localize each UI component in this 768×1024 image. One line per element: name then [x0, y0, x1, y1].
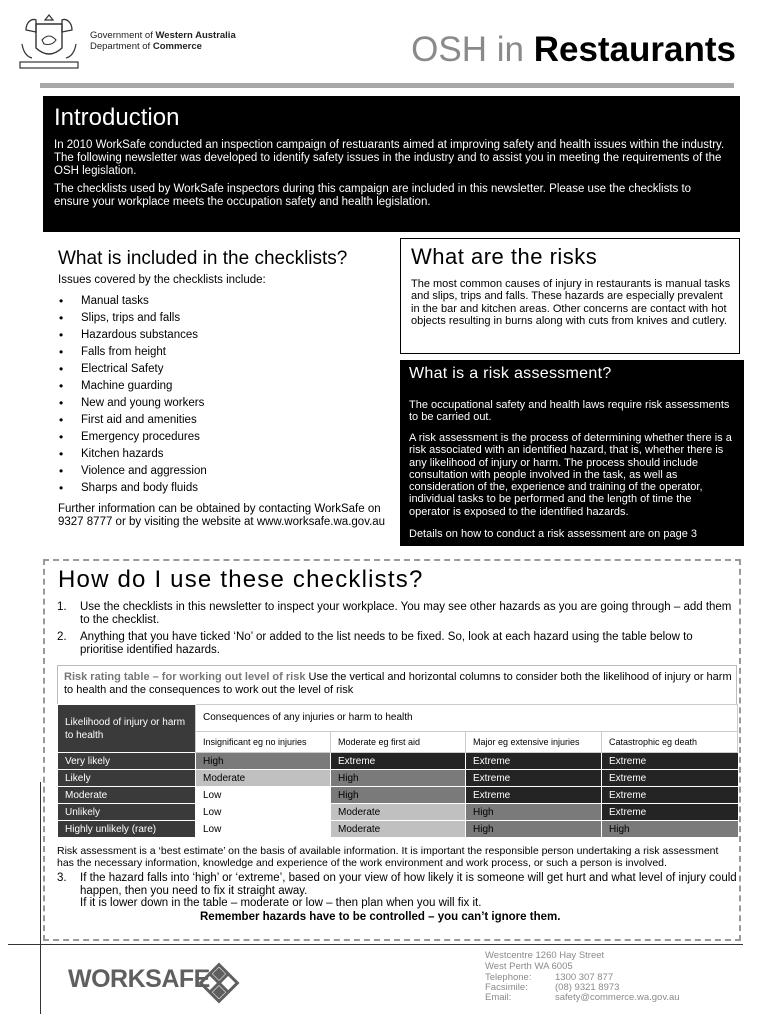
introduction-panel: [43, 96, 740, 232]
list-item: • New and young workers: [58, 396, 207, 413]
risk-assessment-paragraph-2: A risk assessment is the process of determining whether there is a risk associated with an identified hazard, that is, whether there is any likelihood of injury or harm. The process should include consultation with people involved in the task, as well as consideration of the, experience and training of the operator, individual tasks to be performed and the length of time the operator is exposed to the identified hazards.: [409, 432, 732, 518]
consequence-column-header: Major eg extensive injuries: [466, 731, 602, 752]
risk-level-cell: High: [331, 770, 466, 787]
email-line: Email: safety@commerce.wa.gov.au: [485, 992, 680, 1003]
risk-level-cell: Low: [196, 821, 331, 838]
telephone-line: Telephone: 1300 307 877: [485, 972, 614, 983]
risk-assessment-paragraph-3: Details on how to conduct a risk assessment are on page 3: [409, 528, 697, 540]
table-row: [58, 821, 738, 838]
table-row: [58, 804, 738, 821]
step-1: [57, 601, 737, 626]
likelihood-label: Unlikely: [58, 804, 196, 821]
consequence-column-header: Insignificant eg no injuries: [196, 731, 331, 752]
table-row: [58, 787, 738, 804]
list-item: • Hazardous substances: [58, 328, 207, 345]
risk-assessment-note: Risk assessment is a ‘best estimate’ on the basis of available information. It is important the responsible person undertaking a risk assessment has the necessary information, knowledge and experience of the work environment and work process, or such a person is involved.: [57, 845, 719, 869]
department-line: Department of Commerce: [90, 41, 202, 52]
introduction-heading: Introduction: [54, 104, 180, 131]
step-text: Use the checklists in this newsletter to inspect your workplace. You may see other hazards as you are going through – add them to the checklist.: [80, 601, 732, 626]
likelihood-label: Likely: [58, 770, 196, 787]
list-item: • First aid and amenities: [58, 413, 207, 430]
list-item: • Machine guarding: [58, 379, 207, 396]
further-information-text: Further information can be obtained by contacting WorkSafe on 9327 8777 or by visiting the website at www.worksafe.wa.gov.au: [58, 503, 386, 528]
introduction-paragraph-2: The checklists used by WorkSafe inspectors during this campaign are included in this newsletter. Please use the checklists to ensure your workplace meets the occupation safety and health legislation.: [54, 183, 692, 208]
risk-assessment-panel: [400, 360, 744, 546]
wa-government-crest-icon: [14, 14, 84, 72]
risks-panel: [400, 238, 740, 354]
risk-level-cell: Moderate: [331, 804, 466, 821]
step-text-continued: If it is lower down in the table – moderate or low – then plan when you will fix it.: [80, 897, 482, 910]
risk-level-cell: High: [466, 821, 602, 838]
checklist-issues-list: [58, 294, 207, 498]
step-number: 2.: [57, 631, 67, 643]
likelihood-header: Likelihood of injury or harm to health: [58, 705, 196, 753]
page-title: OSH in Restaurants: [411, 30, 736, 69]
list-item: • Emergency procedures: [58, 430, 207, 447]
risk-level-cell: Extreme: [602, 804, 738, 821]
checklists-included-heading: What is included in the checklists?: [58, 248, 348, 269]
risk-level-cell: Low: [196, 787, 331, 804]
risk-level-cell: Extreme: [466, 753, 602, 770]
risk-level-cell: Moderate: [331, 821, 466, 838]
list-item: • Sharps and body fluids: [58, 481, 207, 498]
list-item: • Electrical Safety: [58, 362, 207, 379]
risk-assessment-heading: What is a risk assessment?: [409, 365, 612, 382]
worksafe-logo: WORKSAFE: [68, 965, 210, 993]
introduction-paragraph-1: In 2010 WorkSafe conducted an inspection campaign of restuarants aimed at improving safety and health issues within the industry. The following newsletter was developed to identify safety issues in the industry and to assist you in meeting the requirements of the OSH legislation.: [54, 139, 725, 177]
facsimile-line: Facsimile: (08) 9321 8973: [485, 982, 620, 993]
how-to-use-heading: How do I use these checklists?: [58, 566, 424, 593]
table-row: [58, 770, 738, 787]
risk-level-cell: High: [331, 787, 466, 804]
list-item: • Manual tasks: [58, 294, 207, 311]
risk-level-cell: Extreme: [466, 787, 602, 804]
list-item: • Slips, trips and falls: [58, 311, 207, 328]
footer-rule: [8, 944, 743, 945]
risk-level-cell: Extreme: [602, 770, 738, 787]
step-text: Anything that you have ticked ‘No’ or added to the list needs to be fixed. So, look at each hazard using the table below to prioritise identified hazards.: [80, 631, 693, 656]
risk-assessment-paragraph-1: The occupational safety and health laws require risk assessments to be carried out.: [409, 399, 730, 424]
list-item: • Kitchen hazards: [58, 447, 207, 464]
consequence-column-header: Moderate eg first aid: [331, 731, 466, 752]
list-item: • Violence and aggression: [58, 464, 207, 481]
step-number: 1.: [57, 601, 67, 613]
step-text: If the hazard falls into ‘high’ or ‘extreme’, based on your view of how likely it is someone will get hurt and what level of injury could happen, then you need to fix it straight away.: [80, 872, 737, 897]
list-item: • Falls from height: [58, 345, 207, 362]
risk-level-cell: Low: [196, 804, 331, 821]
step-number: 3.: [57, 872, 67, 884]
header-rule: [40, 83, 734, 88]
risk-level-cell: Extreme: [602, 787, 738, 804]
risk-level-cell: Extreme: [466, 770, 602, 787]
remember-statement: Remember hazards have to be controlled – you can’t ignore them.: [200, 911, 561, 923]
consequence-column-header: Catastrophic eg death: [602, 731, 738, 752]
address-line-1: Westcentre 1260 Hay Street: [485, 950, 605, 961]
risk-level-cell: Moderate: [196, 770, 331, 787]
government-line: Government of Western Australia: [90, 30, 236, 41]
risk-level-cell: Extreme: [331, 753, 466, 770]
address-line-2: West Perth WA 6005: [485, 961, 573, 972]
step-3: [57, 872, 737, 910]
consequence-header: Consequences of any injuries or harm to health: [196, 705, 738, 732]
likelihood-label: Very likely: [58, 753, 196, 770]
risk-level-cell: High: [466, 804, 602, 821]
risk-level-cell: High: [602, 821, 738, 838]
likelihood-label: Highly unlikely (rare): [58, 821, 196, 838]
risk-rating-intro: Risk rating table – for working out level of risk Use the vertical and horizontal columns to consider both the likelihood of injury or harm to health and the consequences to work out the level of risk: [64, 671, 732, 696]
risks-body: The most common causes of injury in restaurants is manual tasks and slips, trips and falls. These hazards are especially prevalent in the bar and kitchen areas. Other concerns are contact with hot objects resulting in burns along with cuts from knives and cutlery.: [411, 278, 731, 328]
likelihood-label: Moderate: [58, 787, 196, 804]
risk-level-cell: Extreme: [602, 753, 738, 770]
checklists-included-subheading: Issues covered by the checklists include:: [58, 274, 266, 286]
risks-heading: What are the risks: [411, 244, 598, 269]
worksafe-logo-mark-icon: [198, 962, 240, 1004]
risk-level-cell: High: [196, 753, 331, 770]
crop-mark-vertical: [40, 782, 41, 1014]
table-row: [58, 753, 738, 770]
step-2: [57, 631, 737, 656]
risk-rating-table: [57, 704, 738, 837]
